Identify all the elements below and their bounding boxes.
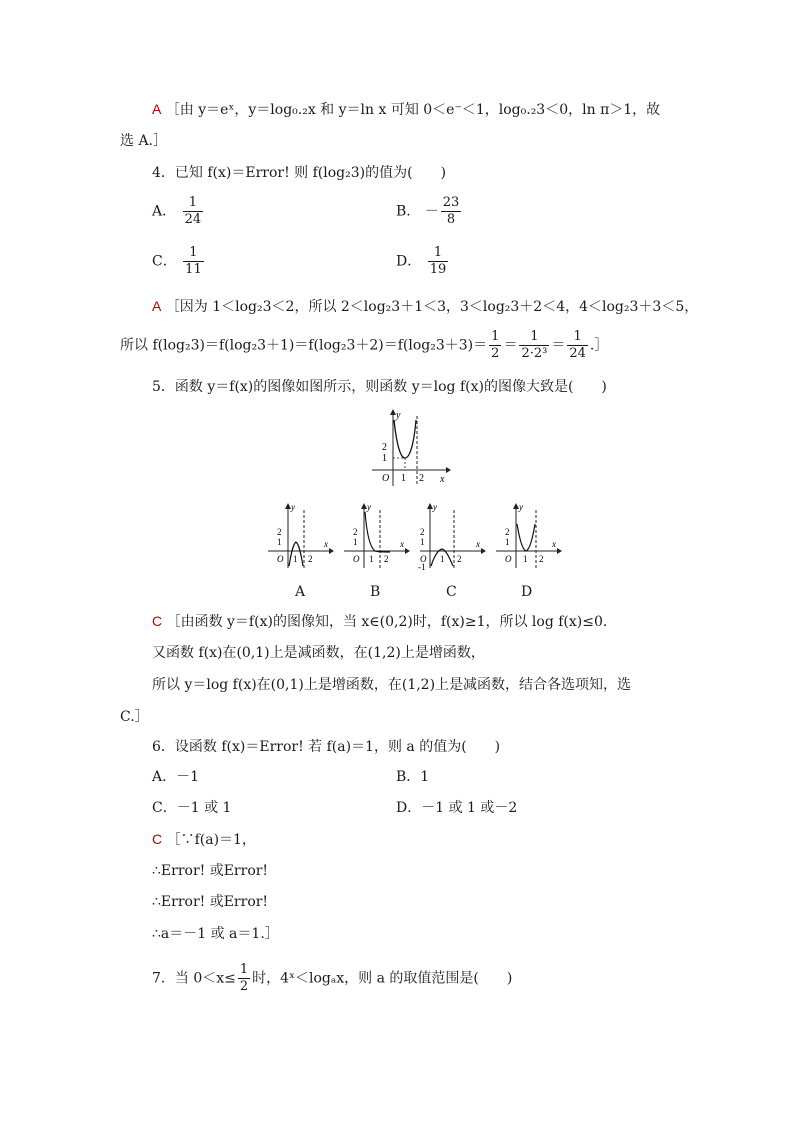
x-axis-arrow-icon xyxy=(405,548,410,554)
tick-1: 1 xyxy=(523,554,528,564)
q4-answer-frac2 xyxy=(519,329,549,362)
q4-answer-text: ［因为 1＜log₂3＜2，所以 2＜log₂3＋1＜3，3＜log₂3＋2＜4，4＜log₂3＋3＜5， xyxy=(165,299,699,315)
q5-answer-line4: C.］ xyxy=(120,709,149,725)
ytick-1: 1 xyxy=(420,537,425,547)
q4-option-c-label: C． xyxy=(152,253,177,270)
q4-option-b[interactable] xyxy=(396,195,463,228)
q7-stem-suffix: 时，4ˣ＜logₐx，则 a 的取值范围是( ) xyxy=(252,970,513,987)
ytick-2: 2 xyxy=(420,527,425,537)
q6-option-c[interactable]: C．－1 或 1 xyxy=(152,800,232,816)
q4-answer-line1 xyxy=(152,296,698,317)
curve-f xyxy=(394,420,416,458)
q4-option-a-fraction xyxy=(183,195,204,228)
q4-option-a-label: A． xyxy=(152,203,177,220)
q5-answer-text: ［由函数 y＝f(x)的图像知，当 x∈(0,2)时，f(x)≥1，所以 log f(x)≤0. xyxy=(166,614,608,630)
q7-frac-den: 2 xyxy=(239,979,249,994)
label-origin: O xyxy=(505,554,512,564)
q6-answer-line4: ∴a＝－1 或 a＝1.］ xyxy=(152,926,279,942)
label-x: x xyxy=(400,539,404,549)
q4-answer-frac2-num: 1 xyxy=(519,329,549,346)
tick-2: 2 xyxy=(419,473,424,484)
q4-option-d-fraction xyxy=(428,245,449,278)
x-axis-arrow-icon xyxy=(557,548,562,554)
q5-main-graph xyxy=(368,408,452,488)
label-y: y xyxy=(291,502,295,512)
q4-option-c[interactable] xyxy=(152,245,206,278)
q6-answer-line3: ∴Error! 或Error! xyxy=(152,894,269,910)
q5-stem: 5．函数 y＝f(x)的图像如图所示，则函数 y＝log f(x)的图像大致是( ) xyxy=(152,379,607,395)
q4-option-a-num: 1 xyxy=(183,195,204,212)
q5-option-label-d[interactable]: D xyxy=(521,584,533,600)
ytick-2: 2 xyxy=(353,527,358,537)
curve-b xyxy=(365,512,390,552)
label-origin: O xyxy=(382,473,390,484)
q5-answer-line3: 所以 y＝log f(x)在(0,1)上是增函数，在(1,2)上是减函数，结合各选项知，选 xyxy=(152,677,632,693)
x-axis-arrow-icon xyxy=(446,467,451,473)
q4-option-c-num: 1 xyxy=(183,245,204,262)
q4-answer-line2: 所以 f(log₂3)＝f(log₂3＋1)＝f(log₂3＋2)＝f(log₂3＋3)＝ $\frac{1}{2}$ ＝ $\frac{1}{\text{2·2³}}$ ＝ $\frac{1}{24}$ .］ xyxy=(120,329,609,361)
q4-option-d-num: 1 xyxy=(428,245,449,262)
tick-2: 2 xyxy=(308,554,313,564)
q6-answer-line2: ∴Error! 或Error! xyxy=(152,863,269,879)
q5-option-graphs xyxy=(266,502,562,570)
q4-option-b-label: B． xyxy=(396,203,421,220)
q4-answer-suffix: .］ xyxy=(589,337,609,354)
q4-stem: 4．已知 f(x)＝Error! 则 f(log₂3)的值为( ) xyxy=(152,165,447,181)
q4-answer-frac1 xyxy=(489,329,501,362)
q4-answer-frac3-den: 24 xyxy=(569,346,586,361)
label-x: x xyxy=(476,539,480,549)
tick-1: 1 xyxy=(369,554,374,564)
q4-option-b-den: 8 xyxy=(446,212,456,227)
q5-option-label-a[interactable]: A xyxy=(295,584,306,600)
q4-option-b-num: 23 xyxy=(442,195,460,210)
ytick-minus1: -1 xyxy=(418,562,426,570)
q6-stem: 6．设函数 f(x)＝Error! 若 f(a)＝1，则 a 的值为( ) xyxy=(152,739,501,755)
q5-option-label-c[interactable]: C xyxy=(446,584,457,600)
q7-stem-prefix: 7．当 0＜x≤ xyxy=(152,970,236,987)
ytick-1: 1 xyxy=(353,537,358,547)
q4-answer-frac3-num: 1 xyxy=(567,329,588,346)
q6-option-a[interactable]: A．－1 xyxy=(152,769,200,785)
q4-option-a-den: 24 xyxy=(184,212,202,227)
q4-option-b-sign: － xyxy=(424,203,439,220)
ytick-2: 2 xyxy=(505,527,510,537)
q4-option-d-label: D． xyxy=(396,253,422,270)
q3-answer-letter: A xyxy=(152,101,162,117)
q4-answer-frac1-den: 2 xyxy=(491,346,500,361)
tick-1: 1 xyxy=(440,554,445,564)
q4-answer-frac3 xyxy=(567,329,588,362)
q7-frac-num: 1 xyxy=(239,962,249,977)
q4-option-d[interactable] xyxy=(396,245,450,278)
q4-option-a[interactable] xyxy=(152,195,205,228)
q4-answer-frac1-num: 1 xyxy=(491,329,500,344)
x-axis-arrow-icon xyxy=(481,548,486,554)
ytick-2: 2 xyxy=(277,527,282,537)
ytick-1: 1 xyxy=(382,453,387,464)
q4-option-c-fraction xyxy=(183,245,204,278)
q3-answer-line1 xyxy=(152,99,660,120)
ytick-1: 1 xyxy=(277,537,282,547)
q5-graph-c[interactable] xyxy=(418,502,486,570)
q4-option-b-fraction xyxy=(441,195,462,228)
label-y: y xyxy=(396,410,401,421)
q5-graph-b[interactable] xyxy=(344,502,410,568)
label-x: x xyxy=(440,474,445,485)
tick-2: 2 xyxy=(457,554,462,564)
x-axis-arrow-icon xyxy=(329,548,334,554)
label-origin: O xyxy=(277,554,284,564)
q3-answer-line2: 选 A.］ xyxy=(120,133,168,149)
q5-answer-line2: 又函数 f(x)在(0,1)上是减函数，在(1,2)上是增函数， xyxy=(152,645,485,661)
q4-answer-letter: A xyxy=(152,298,162,314)
q6-option-b[interactable]: B．1 xyxy=(396,769,430,785)
label-origin: O xyxy=(420,554,427,564)
q4-option-d-den: 19 xyxy=(429,262,447,277)
q7-stem xyxy=(152,962,512,995)
q5-answer-line1 xyxy=(152,611,607,632)
q6-answer-letter: C xyxy=(152,831,163,847)
q6-option-d[interactable]: D．－1 或 1 或－2 xyxy=(396,800,518,816)
label-y: y xyxy=(367,502,371,512)
q6-answer-line1 xyxy=(152,829,256,850)
q3-answer-text: ［由 y＝eˣ，y＝log₀.₂x 和 y＝ln x 可知 0＜e⁻＜1，log₀.₂3＜0，ln π＞1，故 xyxy=(165,102,661,118)
q5-answer-letter: C xyxy=(152,613,163,629)
tick-1: 1 xyxy=(401,473,406,484)
q5-graph-d[interactable] xyxy=(496,502,562,568)
curve-d xyxy=(517,524,535,551)
tick-1: 1 xyxy=(293,554,298,564)
ytick-2: 2 xyxy=(382,442,387,453)
q5-option-label-b[interactable]: B xyxy=(370,584,381,600)
label-y: y xyxy=(433,502,437,512)
tick-2: 2 xyxy=(539,554,544,564)
q4-option-c-den: 11 xyxy=(185,262,202,277)
q5-graph-a[interactable] xyxy=(268,502,334,568)
ytick-1: 1 xyxy=(505,537,510,547)
label-x: x xyxy=(324,539,328,549)
q7-fraction xyxy=(238,962,250,995)
tick-2: 2 xyxy=(384,554,389,564)
label-y: y xyxy=(519,502,523,512)
q4-answer-prefix: 所以 f(log₂3)＝f(log₂3＋1)＝f(log₂3＋2)＝f(log₂3＋3)＝ xyxy=(120,337,488,354)
label-x: x xyxy=(552,539,556,549)
q6-answer-text: ［∵f(a)＝1， xyxy=(166,832,256,848)
q4-answer-frac2-den: 2·2³ xyxy=(521,346,548,361)
label-origin: O xyxy=(353,554,360,564)
